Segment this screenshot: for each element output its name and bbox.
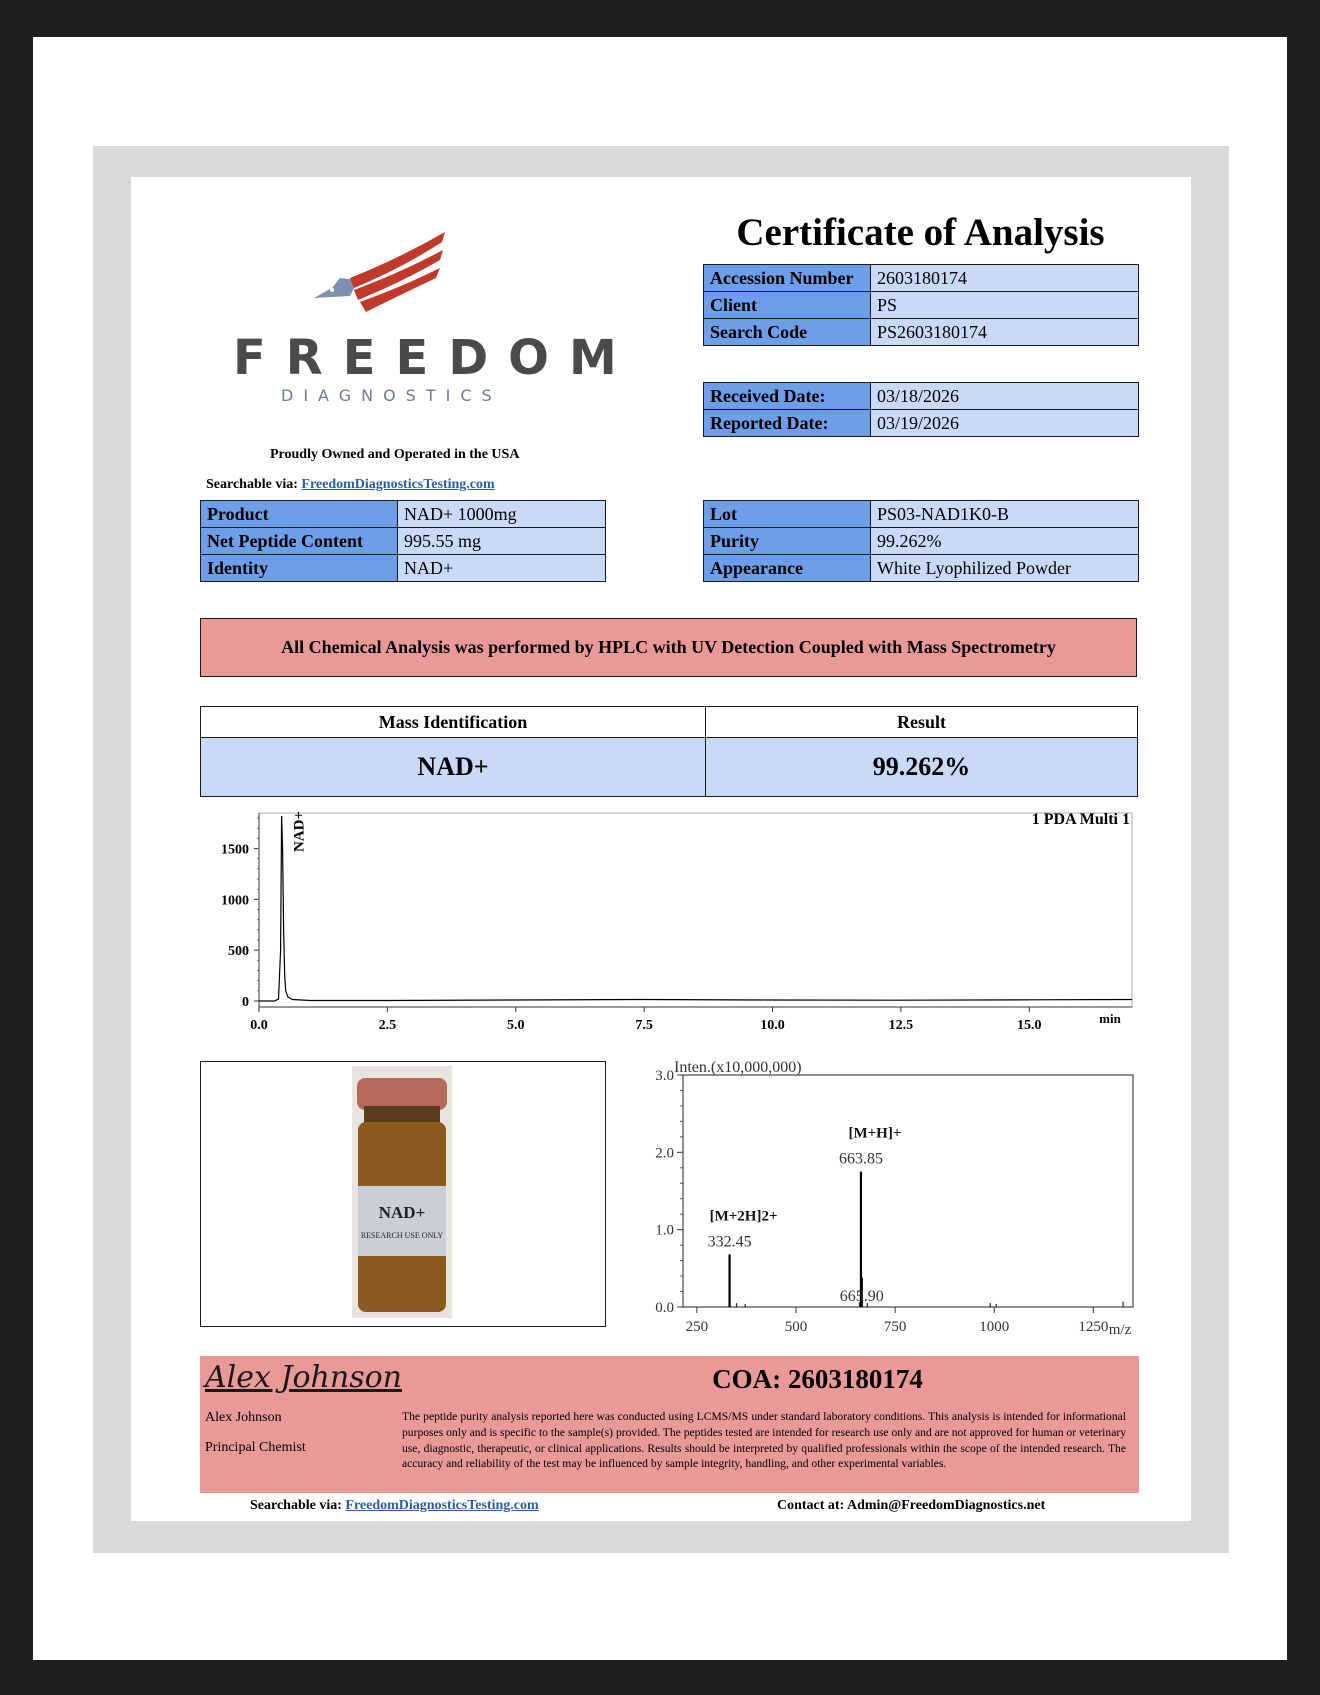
ms-x-tick-label: 1000 bbox=[979, 1319, 1010, 1335]
hplc-x-label: min bbox=[1099, 1011, 1121, 1026]
hplc-y-tick-label: 1500 bbox=[221, 842, 249, 858]
contact-label: Contact at: bbox=[777, 1498, 845, 1513]
hplc-x-tick-label: 15.0 bbox=[1017, 1018, 1042, 1033]
hplc-chromatogram bbox=[195, 805, 1135, 1040]
table-row bbox=[704, 265, 1139, 292]
contact-email[interactable]: Admin@FreedomDiagnostics.net bbox=[847, 1498, 1046, 1513]
product-table bbox=[200, 500, 606, 582]
reported-date-label: Reported Date: bbox=[704, 410, 871, 437]
brand-subname: DIAGNOSTICS bbox=[281, 386, 502, 405]
chemist-name: Alex Johnson bbox=[205, 1410, 282, 1425]
vial-photo bbox=[352, 1066, 452, 1318]
net-peptide-label: Net Peptide Content bbox=[201, 528, 398, 555]
searchable-via-bottom bbox=[250, 1498, 539, 1514]
ms-title: Inten.(x10,000,000) bbox=[674, 1059, 802, 1076]
chemist-signature: Alex Johnson bbox=[205, 1360, 402, 1395]
contact-line bbox=[777, 1498, 1045, 1514]
ms-peak-ion-label: [M+2H]2+ bbox=[709, 1208, 778, 1225]
hplc-plot-frame bbox=[259, 813, 1132, 1007]
table-row bbox=[704, 319, 1139, 346]
mass-spectrum bbox=[640, 1055, 1140, 1340]
hplc-marks bbox=[259, 816, 1132, 1001]
hplc-y-tick-label: 1000 bbox=[221, 893, 249, 909]
table-row bbox=[201, 555, 606, 582]
lot-table bbox=[703, 500, 1139, 582]
accession-label: Accession Number bbox=[704, 265, 871, 292]
table-row bbox=[704, 528, 1139, 555]
website-link-top[interactable]: FreedomDiagnosticsTesting.com bbox=[301, 477, 495, 492]
ms-y-tick-label: 1.0 bbox=[655, 1222, 674, 1239]
hplc-x-tick-label: 12.5 bbox=[888, 1018, 914, 1033]
brand-tagline: Proudly Owned and Operated in the USA bbox=[270, 447, 520, 462]
page-title: Certificate of Analysis bbox=[736, 211, 1105, 254]
mass-id-value: NAD+ bbox=[201, 738, 706, 797]
purity-label: Purity bbox=[704, 528, 871, 555]
ms-x-tick-label: 500 bbox=[784, 1319, 808, 1335]
website-link-bottom[interactable]: FreedomDiagnosticsTesting.com bbox=[345, 1498, 539, 1513]
ms-y-tick-label: 3.0 bbox=[655, 1068, 674, 1084]
coa-number: COA: 2603180174 bbox=[712, 1364, 923, 1394]
mass-id-header: Mass Identification bbox=[201, 707, 706, 738]
ms-x-tick-label: 1250 bbox=[1078, 1319, 1109, 1335]
lot-value: PS03-NAD1K0-B bbox=[871, 501, 1139, 528]
ms-x-tick-label: 750 bbox=[883, 1319, 907, 1335]
search-code-value: PS2603180174 bbox=[871, 319, 1139, 346]
vial-label: NAD+ bbox=[378, 1203, 426, 1222]
hplc-x-tick-label: 5.0 bbox=[507, 1018, 525, 1033]
net-peptide-value: 995.55 mg bbox=[398, 528, 606, 555]
result-value: 99.262% bbox=[706, 738, 1138, 797]
table-row bbox=[201, 738, 1138, 797]
ms-plot-frame bbox=[683, 1075, 1133, 1307]
hplc-title: 1 PDA Multi 1 bbox=[1031, 811, 1130, 828]
ms-peak-value-label: 665.90 bbox=[839, 1288, 884, 1305]
table-row bbox=[704, 292, 1139, 319]
brand-name: FREEDOM bbox=[233, 330, 637, 386]
mass-identification-table bbox=[200, 706, 1138, 797]
table-row bbox=[704, 383, 1139, 410]
reported-date-value: 03/19/2026 bbox=[871, 410, 1139, 437]
appearance-value: White Lyophilized Powder bbox=[871, 555, 1139, 582]
hplc-x-tick-label: 0.0 bbox=[250, 1018, 268, 1033]
method-banner: All Chemical Analysis was performed by HPLC with UV Detection Coupled with Mass Spectrometry bbox=[200, 618, 1137, 677]
product-label: Product bbox=[201, 501, 398, 528]
hplc-y-tick-label: 0 bbox=[242, 995, 249, 1010]
searchable-label: Searchable via: bbox=[250, 1498, 342, 1513]
dates-table bbox=[703, 382, 1139, 437]
vial-sublabel: RESEARCH USE ONLY bbox=[360, 1231, 444, 1240]
lot-label: Lot bbox=[704, 501, 871, 528]
identity-value: NAD+ bbox=[398, 555, 606, 582]
hplc-x-tick-label: 2.5 bbox=[378, 1018, 397, 1033]
hplc-y-tick-label: 500 bbox=[228, 944, 249, 960]
accession-table bbox=[703, 264, 1139, 346]
searchable-via-top bbox=[206, 477, 495, 493]
table-row bbox=[704, 555, 1139, 582]
hplc-peak-label: NAD+ bbox=[291, 811, 308, 853]
ms-y-tick-label: 0.0 bbox=[655, 1300, 674, 1316]
ms-marks bbox=[708, 1126, 1124, 1307]
eagle-flag-logo-icon bbox=[310, 228, 450, 323]
chemist-title: Principal Chemist bbox=[205, 1440, 306, 1455]
accession-value: 2603180174 bbox=[871, 265, 1139, 292]
searchable-label: Searchable via: bbox=[206, 477, 298, 492]
ms-peak-value-label: 663.85 bbox=[838, 1150, 883, 1168]
ms-x-tick-label: 250 bbox=[685, 1319, 709, 1335]
hplc-x-tick-label: 7.5 bbox=[635, 1018, 653, 1033]
received-date-label: Received Date: bbox=[704, 383, 871, 410]
ms-y-tick-label: 2.0 bbox=[655, 1145, 674, 1162]
appearance-label: Appearance bbox=[704, 555, 871, 582]
product-value: NAD+ 1000mg bbox=[398, 501, 606, 528]
client-label: Client bbox=[704, 292, 871, 319]
hplc-trace-line bbox=[259, 816, 1132, 1001]
client-value: PS bbox=[871, 292, 1139, 319]
table-row bbox=[201, 501, 606, 528]
table-header-row bbox=[201, 707, 1138, 738]
purity-value: 99.262% bbox=[871, 528, 1139, 555]
ms-peak-ion-label: [M+H]+ bbox=[848, 1125, 902, 1142]
ms-x-label: m/z bbox=[1108, 1322, 1132, 1338]
result-header: Result bbox=[706, 707, 1138, 738]
ms-axes bbox=[655, 1068, 1133, 1335]
table-row bbox=[704, 410, 1139, 437]
search-code-label: Search Code bbox=[704, 319, 871, 346]
identity-label: Identity bbox=[201, 555, 398, 582]
received-date-value: 03/18/2026 bbox=[871, 383, 1139, 410]
hplc-x-tick-label: 10.0 bbox=[760, 1018, 785, 1033]
table-row bbox=[704, 501, 1139, 528]
disclaimer-text: The peptide purity analysis reported here was conducted using LCMS/MS under standard laboratory conditions. This analysis is intended for informational purposes only and is specific to the sample(s) provided. The peptides tested are intended for research use only and are not approved for human or veterinary use, diagnostic, therapeutic, or clinical applications. Results should be interpreted by qualified professionals within the scope of the intended research. The accuracy and reliability of the test may be influenced by sample integrity, handling, and other experimental variables. bbox=[402, 1410, 1126, 1471]
ms-peak-value-label: 332.45 bbox=[707, 1233, 752, 1251]
table-row bbox=[201, 528, 606, 555]
